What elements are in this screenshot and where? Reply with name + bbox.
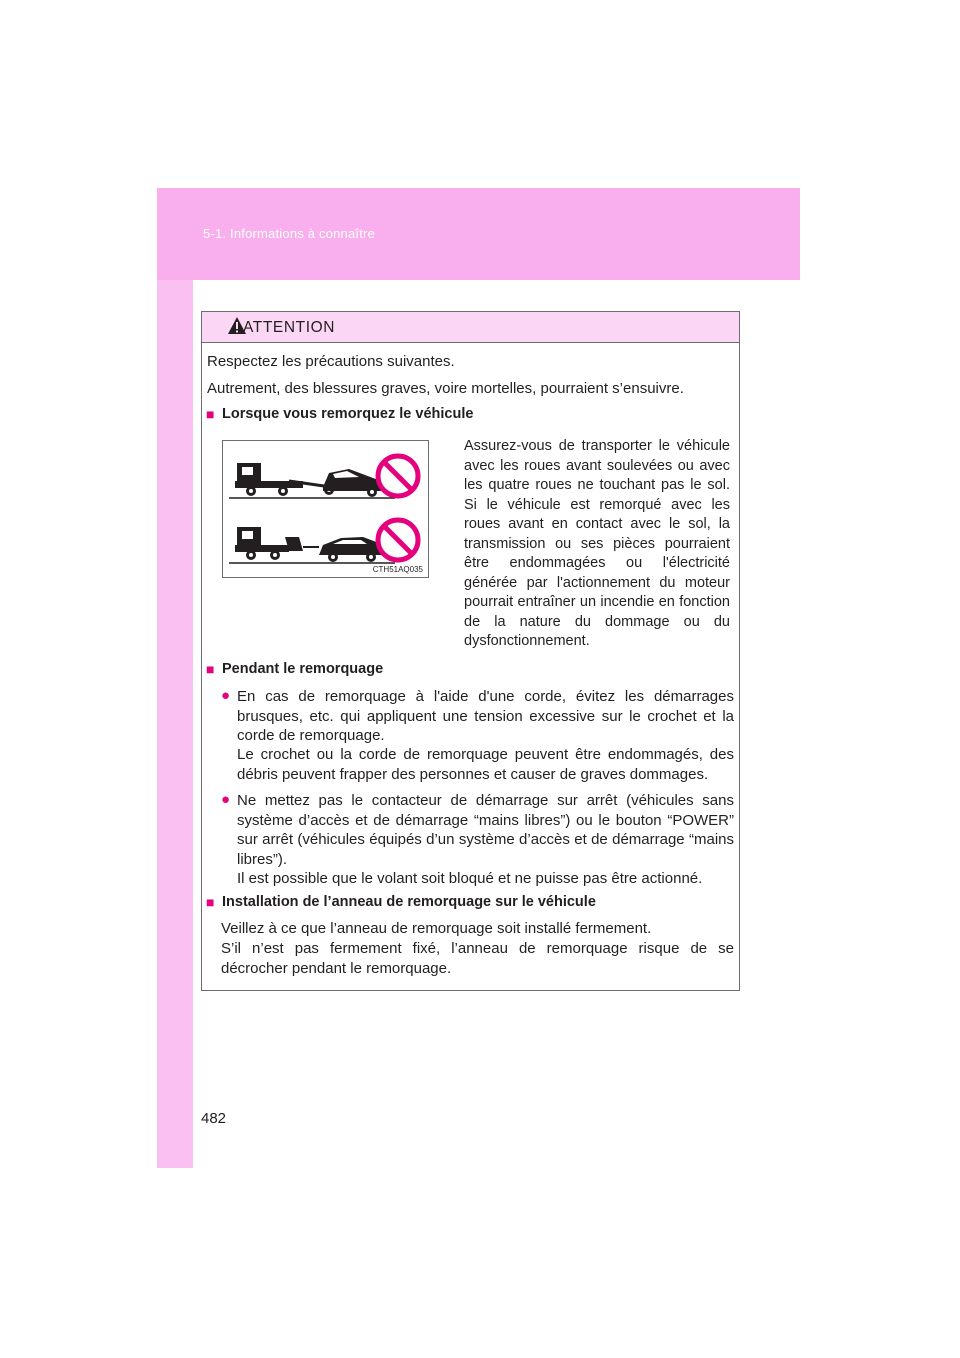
section-2-bullet-1: En cas de remorquage à l'aide d'une corde, évitez les démarrages brusques, etc. qui appliquent une tension excessive sur le crochet et la corde de remorquage.	[237, 688, 734, 744]
towing-diagram-image	[223, 441, 428, 577]
section-2-heading-row	[206, 661, 726, 681]
intro-line-2: Autrement, des blessures graves, voire mortelles, pourraient s’ensuivre.	[207, 380, 684, 397]
section-2-bullet-1-detail: Le crochet ou la corde de remorquage peuvent être endommagés, des débris peuvent frapper des personnes et causer de graves dommages.	[237, 746, 734, 783]
figure-code: CTH51AQ035	[372, 565, 423, 574]
warning-box	[201, 311, 740, 991]
section-3-heading-row	[206, 894, 736, 914]
square-bullet-icon: ■	[206, 894, 215, 910]
section-1-heading: Lorsque vous remorquez le véhicule	[222, 406, 474, 422]
section-2-bullet-2: Ne mettez pas le contacteur de démarrage sur arrêt (véhicules sans système d’accès et de démarrage “mains libres”) ou le bouton “POWER” sur arrêt (véhicules équipés d’un système d’accès et de démarrage “mains libres”).	[237, 792, 734, 868]
section-header: 5-1. Informations à connaître	[203, 226, 376, 241]
square-bullet-icon: ■	[206, 661, 215, 677]
section-3-line-2: S’il n’est pas fermement fixé, l’anneau de remorquage risque de se décrocher pendant le remorquage.	[221, 940, 734, 977]
page-number: 482	[201, 1110, 227, 1127]
warning-header	[202, 312, 739, 343]
section-3-line-1: Veillez à ce que l’anneau de remorquage soit installé fermement.	[221, 920, 652, 937]
square-bullet-icon: ■	[206, 406, 215, 422]
section-1-heading-row	[206, 406, 726, 426]
bullet-dot-icon: ●	[221, 791, 231, 808]
section-2-bullet-2-detail: Il est possible que le volant soit bloqué et ne puisse pas être actionné.	[237, 870, 703, 887]
section-3-heading: Installation de l’anneau de remorquage sur le véhicule	[222, 894, 596, 910]
side-strip	[157, 280, 193, 1168]
bullet-dot-icon: ●	[221, 687, 231, 704]
section-2-heading: Pendant le remorquage	[222, 661, 384, 677]
intro-line-1: Respectez les précautions suivantes.	[207, 353, 455, 370]
section-1-text: Assurez-vous de transporter le véhicule avec les roues avant soulevées ou avec les quatre roues ne touchant pas le sol. Si le véhicule est remorqué avec les roues avant en contact avec le sol, la transmission ou ses pièces pourraient être endommagées ou l'électricité générée par l'actionnement du moteur pourrait entraîner un incendie en fonction de la nature du dommage ou du dysfonctionnement.	[464, 438, 730, 649]
towing-illustration	[222, 440, 429, 578]
warning-title: ATTENTION	[243, 319, 336, 336]
